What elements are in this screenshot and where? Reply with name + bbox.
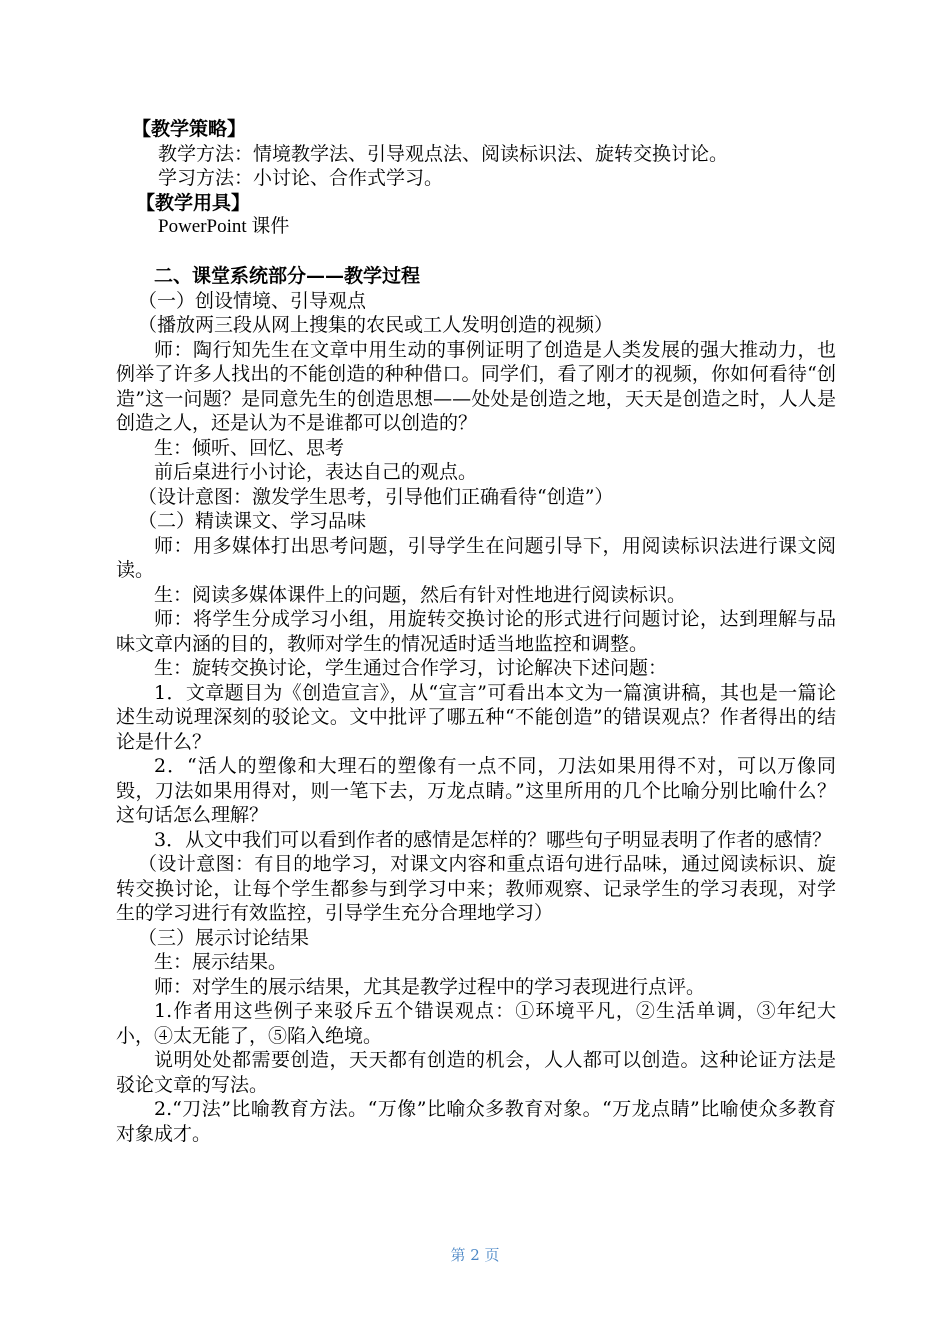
- answer-1-explanation: 说明处处都需要创造，天天都有创造的机会，人人都可以创造。这种论证方法是驳论文章的写法。: [116, 1049, 836, 1096]
- step-one-note: （播放两三段从网上搜集的农民或工人发明创造的视频）: [138, 314, 614, 336]
- teacher-paragraph-4: 师：对学生的展示结果，尤其是教学过程中的学习表现进行点评。: [154, 975, 706, 998]
- student-paragraph-4: 生：展示结果。: [154, 951, 288, 973]
- step-two-title: （二）精读课文、学习品味: [138, 510, 367, 532]
- learning-method-line: 学习方法：小讨论、合作式学习。: [158, 167, 444, 189]
- answer-2: 2.“刀法”比喻教育方法。“万像”比喻众多教育对象。“万龙点睛”比喻使众多教育对象成才。: [116, 1098, 836, 1145]
- page-number: 第 2 页: [450, 1246, 500, 1264]
- teacher-paragraph-2: 师：用多媒体打出思考问题，引导学生在问题引导下，用阅读标识法进行课文阅读。: [116, 534, 836, 581]
- student-paragraph-1: 生：倾听、回忆、思考: [154, 436, 345, 459]
- question-2: 2．“活人的塑像和大理石的塑像有一点不同，刀法如果用得不对，可以万像同毁，刀法如果用得对，则一笔下去，万龙点睛。”这里所用的几个比喻分别比喻什么？这句话怎么理解？: [116, 755, 836, 826]
- tools-text: PowerPoint 课件: [158, 216, 290, 237]
- answer-1: 1.作者用这些例子来驳斥五个错误观点：①环境平凡，②生活单调，③年纪大小，④太无能了，⑤陷入绝境。: [116, 1000, 836, 1047]
- step-three-title: （三）展示讨论结果: [138, 926, 310, 949]
- blank-line: [116, 240, 836, 265]
- document-body: [116, 117, 836, 1146]
- student-paragraph-3: 生：旋转交换讨论，学生通过合作学习，讨论解决下述问题：: [154, 657, 668, 679]
- student-paragraph-2: 生：阅读多媒体课件上的问题，然后有针对性地进行阅读标识。: [154, 583, 687, 606]
- teaching-method-line: 教学方法：情境教学法、引导观点法、阅读标识法、旋转交换讨论。: [158, 142, 729, 165]
- tools-heading: 【教学用具】: [136, 191, 251, 214]
- strategy-heading: 【教学策略】: [132, 118, 247, 140]
- section-heading: 二、课堂系统部分——教学过程: [154, 265, 421, 287]
- design-intent-1: （设计意图：激发学生思考，引导他们正确看待“创造”）: [138, 485, 614, 508]
- teacher-paragraph-3: 师：将学生分成学习小组，用旋转交换讨论的形式进行问题讨论，达到理解与品味文章内涵的目的，教师对学生的情况适时适当地监控和调整。: [116, 608, 836, 655]
- discussion-paragraph: 前后桌进行小讨论，表达自己的观点。: [154, 461, 478, 483]
- teacher-paragraph-1: 师：陶行知先生在文章中用生动的事例证明了创造是人类发展的强大推动力，也例举了许多人找出的不能创造的种种借口。同学们，看了刚才的视频，你如何看待“创造”这一问题？是同意先生的创造思想——处处是创造之地，天天是创造之时，人人是创造之人，还是认为不是谁都可以创造的？: [116, 338, 836, 434]
- question-3: 3．从文中我们可以看到作者的感情是怎样的？哪些句子明显表明了作者的感情？: [154, 828, 832, 851]
- design-intent-2: （设计意图：有目的地学习，对课文内容和重点语句进行品味，通过阅读标识、旋转交换讨论，让每个学生都参与到学习中来；教师观察、记录学生的学习表现，对学生的学习进行有效监控，引导学生充分合理地学习）: [116, 853, 836, 924]
- question-1: 1．文章题目为《创造宣言》，从“宣言”可看出本文为一篇演讲稿，其也是一篇论述生动说理深刻的驳论文。文中批评了哪五种“不能创造”的错误观点？作者得出的结论是什么？: [116, 681, 836, 753]
- step-one-title: （一）创设情境、引导观点: [138, 289, 367, 312]
